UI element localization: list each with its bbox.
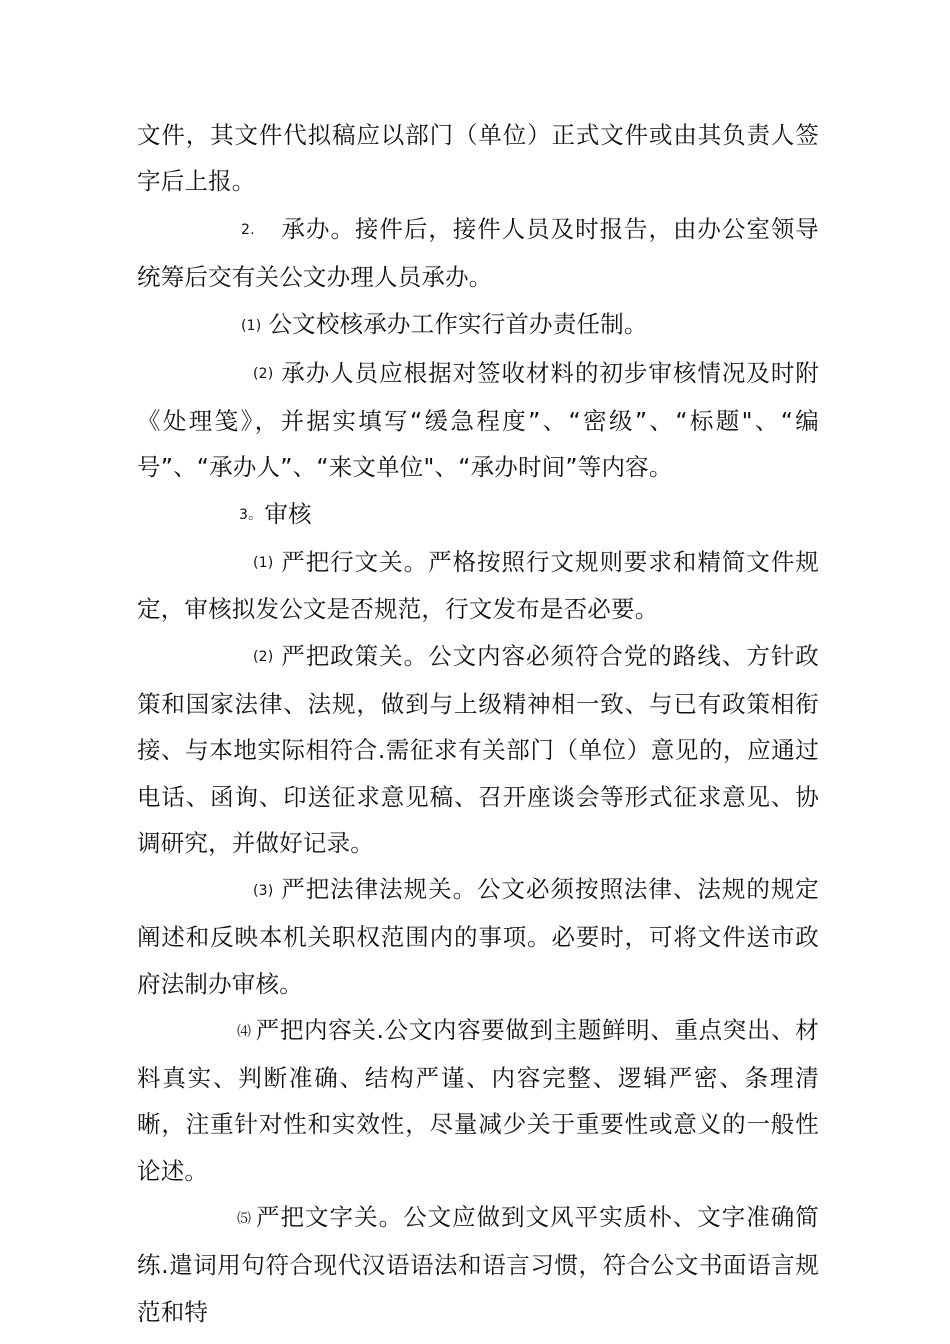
paragraph-item-3 <box>137 866 819 1007</box>
paragraph-text: 严把行文关。严格按照行文规则要求和精简文件规定，审核拟发公文是否规范，行文发布是否必要。 <box>137 547 819 624</box>
section-number: 2. <box>241 222 255 239</box>
paragraph-section-2 <box>137 206 819 300</box>
item-number: (1) <box>241 317 262 334</box>
item-number: (1) <box>253 555 274 572</box>
paragraph-item-2 <box>137 633 819 867</box>
paragraph-text: 公文校核承办工作实行首办责任制。 <box>268 310 648 339</box>
document-page <box>137 112 819 1335</box>
paragraph-text: 审核 <box>264 499 312 528</box>
paragraph-item-1 <box>137 301 819 349</box>
item-number: (2) <box>253 366 274 383</box>
paragraph-item-1 <box>137 539 819 633</box>
item-number: (3) <box>253 882 274 899</box>
item-number: ⑸ <box>237 1210 252 1227</box>
paragraph-text: 严把政策关。公文内容必须符合党的路线、方针政策和国家法律、法规，做到与上级精神相一致、与已有政策相衔接、与本地实际相符合.需征求有关部门（单位）意见的，应通过电话、函询、印送征求意见稿、召开座谈会等形式征求意见、协调研究，并做好记录。 <box>137 641 819 857</box>
paragraph-section-3 <box>137 491 819 539</box>
paragraph-item-5 <box>137 1194 819 1335</box>
paragraph-text: 严把法律法规关。公文必须按照法律、法规的规定阐述和反映本机关职权范围内的事项。必要时，可将文件送市政府法制办审核。 <box>137 875 819 998</box>
paragraph-text: 文件，其文件代拟稿应以部门（单位）正式文件或由其负责人签字后上报。 <box>137 121 819 196</box>
paragraph-text: 承办。接件后，接件人员及时报告，由办公室领导统筹后交有关公文办理人员承办。 <box>137 214 819 291</box>
paragraph-text: 承办人员应根据对签收材料的初步审核情况及时附《处理笺》，并据实填写“缓急程度”、“密级”、“标题"、“编号”、“承办人”、“来文单位"、“承办时间”等内容。 <box>137 359 819 482</box>
item-number: (2) <box>253 649 274 666</box>
paragraph-text: 严把文字关。公文应做到文风平实质朴、文字准确简练.遣词用句符合现代汉语语法和语言习惯，符合公文书面语言规范和特 <box>137 1203 819 1326</box>
item-number: ⑷ <box>237 1023 252 1040</box>
section-number: 3。 <box>239 507 263 524</box>
paragraph-item-2 <box>137 350 819 491</box>
paragraph-item-4 <box>137 1007 819 1194</box>
paragraph-text: 严把内容关.公文内容要做到主题鲜明、重点突出、材料真实、判断准确、结构严谨、内容完整、逻辑严密、条理清晰，注重针对性和实效性，尽量减少关于重要性或意义的一般性论述。 <box>137 1016 819 1185</box>
paragraph-continuation <box>137 112 819 205</box>
